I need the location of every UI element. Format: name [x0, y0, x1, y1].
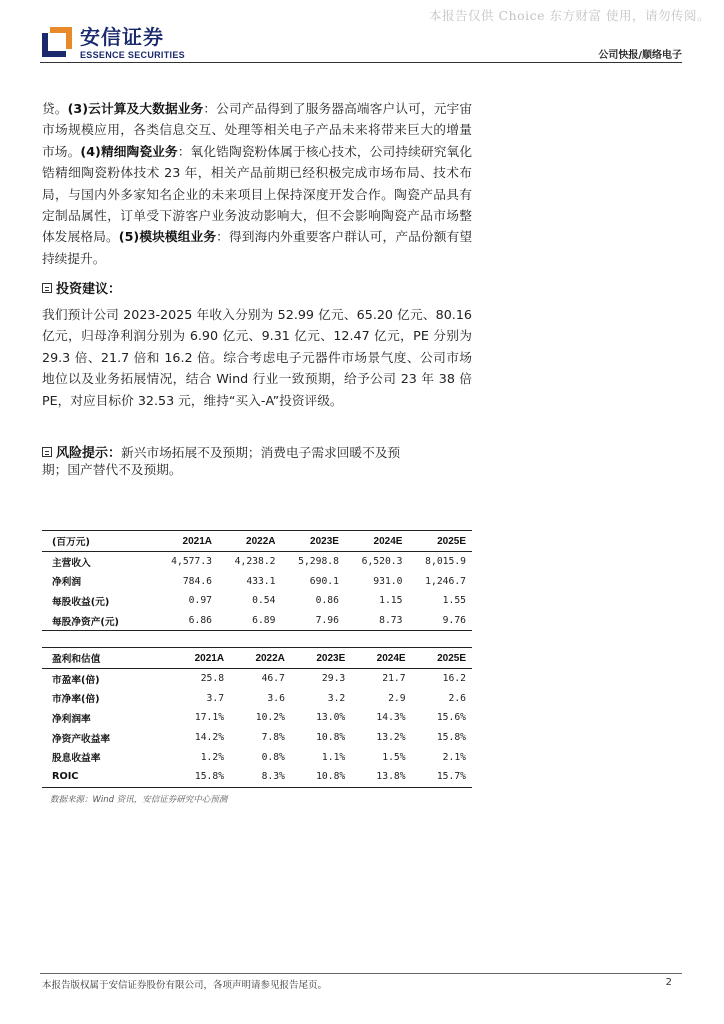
table-header-label: 盈利和估值 [42, 648, 169, 669]
table-header-label: (百万元) [42, 531, 155, 552]
table-header-row [42, 648, 472, 669]
risk-text-line2: 期；国产替代不及预期。 [42, 462, 182, 477]
table-cell: 13.8% [351, 767, 411, 787]
risk-text-line1: 新兴市场拓展不及预期；消费电子需求回暖不及预 [121, 445, 401, 460]
risk-title: 风险提示： [56, 446, 122, 461]
table-cell: 2.6 [448, 692, 466, 704]
table-cell: 3.7 [206, 692, 225, 704]
table-cell: 15.7% [412, 767, 472, 787]
table-cell: 15.8% [169, 767, 230, 787]
row-label: 市净率(倍) [52, 694, 100, 706]
table-header-year: 2025E [408, 531, 472, 552]
row-label: 股息收益率 [52, 753, 101, 765]
ceramic-text: ：氧化锆陶瓷粉体属于核心技术，公司持续研究氧化锆精细陶瓷粉体技术 23 年，相关产品前期已经积极完成市场布局、技术布局，与国内外多家知名企业的未来项目上保持深度开发合作。陶瓷产品具有定制品属性，订单受下游客户业务波动影响大，但不会影响陶瓷产品市场整体发展格局。 [42, 143, 473, 245]
table-header-year: 2022A [218, 531, 281, 552]
table-cell: 3.6 [267, 692, 285, 704]
table-row [42, 572, 472, 592]
table-row [42, 591, 472, 611]
section-box-icon [42, 283, 52, 293]
footer-disclaimer: 本报告版权属于安信证券股份有限公司，各项声明请参见报告尾页。 [42, 980, 328, 991]
table-cell: 46.7 [261, 673, 285, 685]
table-header-year: 2021A [155, 531, 218, 552]
table-cell: 13.0% [316, 712, 346, 724]
data-source-note: 数据来源：Wind 资讯，安信证券研究中心预测 [50, 795, 228, 805]
table-cell: 8.73 [345, 611, 408, 631]
table-cell: 29.3 [321, 673, 346, 685]
table-header-row [42, 531, 472, 552]
section-box-icon [42, 447, 52, 457]
table-cell: 15.8% [436, 732, 466, 744]
row-label: 市盈率(倍) [52, 674, 100, 686]
table-cell: 21.7 [382, 673, 406, 685]
report-tag: 公司快报/顺络电子 [598, 50, 682, 61]
table-cell: 1.5% [382, 751, 406, 763]
table-cell: 17.1% [194, 712, 225, 724]
table-header-year: 2024E [345, 531, 408, 552]
table-cell: 15.6% [436, 712, 466, 724]
table-cell: 1.1% [321, 751, 346, 763]
table-cell: 16.2 [442, 673, 466, 685]
table-header-year: 2021A [169, 648, 230, 669]
table-cell: 6.86 [155, 611, 218, 631]
table-cell: 2.1% [442, 751, 466, 763]
page-number: 2 [665, 977, 672, 988]
table-header-year: 2022A [230, 648, 291, 669]
business-paragraph [42, 98, 472, 269]
watermark: 本报告仅供 Choice 东方财富 使用，请勿传阅。 [429, 8, 710, 23]
table-header-year: 2023E [291, 648, 351, 669]
table-row [42, 611, 472, 631]
table-header-year: 2023E [281, 531, 344, 552]
table-cell: 14.2% [194, 732, 225, 744]
logo-name-en: ESSENCE SECURITIES [80, 50, 185, 60]
table-cell: 9.76 [408, 611, 472, 631]
logo-mark-icon [40, 25, 74, 59]
table-cell: 0.54 [252, 595, 276, 607]
table-cell: 0.86 [315, 595, 339, 607]
table-cell: 931.0 [373, 575, 403, 587]
cloud-heading: (3)云计算及大数据业务 [67, 101, 204, 116]
table-cell: 1,246.7 [425, 575, 466, 587]
table-row [42, 747, 472, 767]
table-cell: 4,238.2 [234, 556, 276, 568]
header-divider [40, 62, 682, 63]
table-cell: 0.97 [188, 595, 212, 607]
table-row [42, 552, 472, 572]
table-cell: 6.89 [218, 611, 281, 631]
module-text: ：得到海内外重要客户群认可，产品份额有望持续提升。 [42, 229, 473, 266]
table-cell: 2.9 [388, 692, 406, 704]
table-row [42, 669, 472, 689]
table-cell: 14.3% [376, 712, 406, 724]
table-row [42, 767, 472, 787]
table-header-year: 2025E [412, 648, 472, 669]
investment-title: 投资建议： [56, 282, 122, 297]
table-header-year: 2024E [351, 648, 411, 669]
table-cell: 6,520.3 [361, 556, 403, 568]
investment-text: 我们预计公司 2023-2025 年收入分别为 52.99 亿元、65.20 亿元、80.16 亿元，归母净利润分别为 6.90 亿元、9.31 亿元、12.47 亿元，PE 分别为 29.3 倍、21.7 倍和 16.2 倍。综合考虑电子元器件市场景气度、公司市场地位以及业务拓展情况，结合 Wind 行业一致预期，给予公司 23 年 38 倍 PE，对应目标价 32.53 元，维持“买入-A”投资评级。 [42, 307, 472, 408]
row-label: 净利润 [52, 577, 82, 589]
table-cell: 13.2% [376, 732, 406, 744]
table-cell: 10.8% [291, 767, 351, 787]
table-cell: 4,577.3 [171, 556, 212, 568]
business-text-1: 贷。 [42, 101, 68, 116]
table-cell: 3.2 [327, 692, 346, 704]
table-cell: 7.8% [261, 732, 285, 744]
table-cell: 7.96 [281, 611, 344, 631]
company-logo [40, 25, 185, 60]
table-row [42, 728, 472, 748]
table-cell: 0.8% [261, 751, 285, 763]
row-label: 每股净资产(元) [42, 611, 155, 631]
table-cell: 784.6 [182, 575, 212, 587]
table-cell: 25.8 [200, 673, 225, 685]
table-cell: 433.1 [246, 575, 276, 587]
ceramic-heading: (4)精细陶瓷业务 [80, 143, 178, 159]
footer-divider [40, 973, 682, 974]
table-cell: 8,015.9 [425, 556, 466, 568]
table-cell: 1.15 [379, 595, 403, 607]
investment-heading [42, 278, 121, 297]
financial-summary-table [42, 530, 472, 631]
row-label: ROIC [42, 767, 169, 787]
row-label: 每股收益(元) [52, 596, 110, 608]
module-heading: (5)模块模组业务 [118, 229, 217, 245]
valuation-table [42, 647, 472, 788]
table-row [42, 689, 472, 709]
row-label: 净资产收益率 [52, 733, 111, 745]
table-cell: 8.3% [230, 767, 291, 787]
table-cell: 690.1 [309, 575, 339, 587]
cloud-text: ：公司产品得到了服务器高端客户认可，元宇宙市场规模应用，各类信息交互、处理等相关电子产品未来将带来巨大的增量市场。 [42, 101, 473, 159]
row-label: 净利润率 [52, 713, 91, 725]
table-cell: 10.2% [255, 712, 285, 724]
logo-name-cn: 安信证券 [80, 25, 164, 49]
table-cell: 1.55 [442, 595, 466, 607]
table-row [42, 708, 472, 728]
table-cell: 1.2% [200, 751, 225, 763]
table-cell: 10.8% [316, 732, 346, 744]
table-cell: 5,298.8 [298, 556, 339, 568]
row-label: 主营收入 [52, 557, 91, 569]
